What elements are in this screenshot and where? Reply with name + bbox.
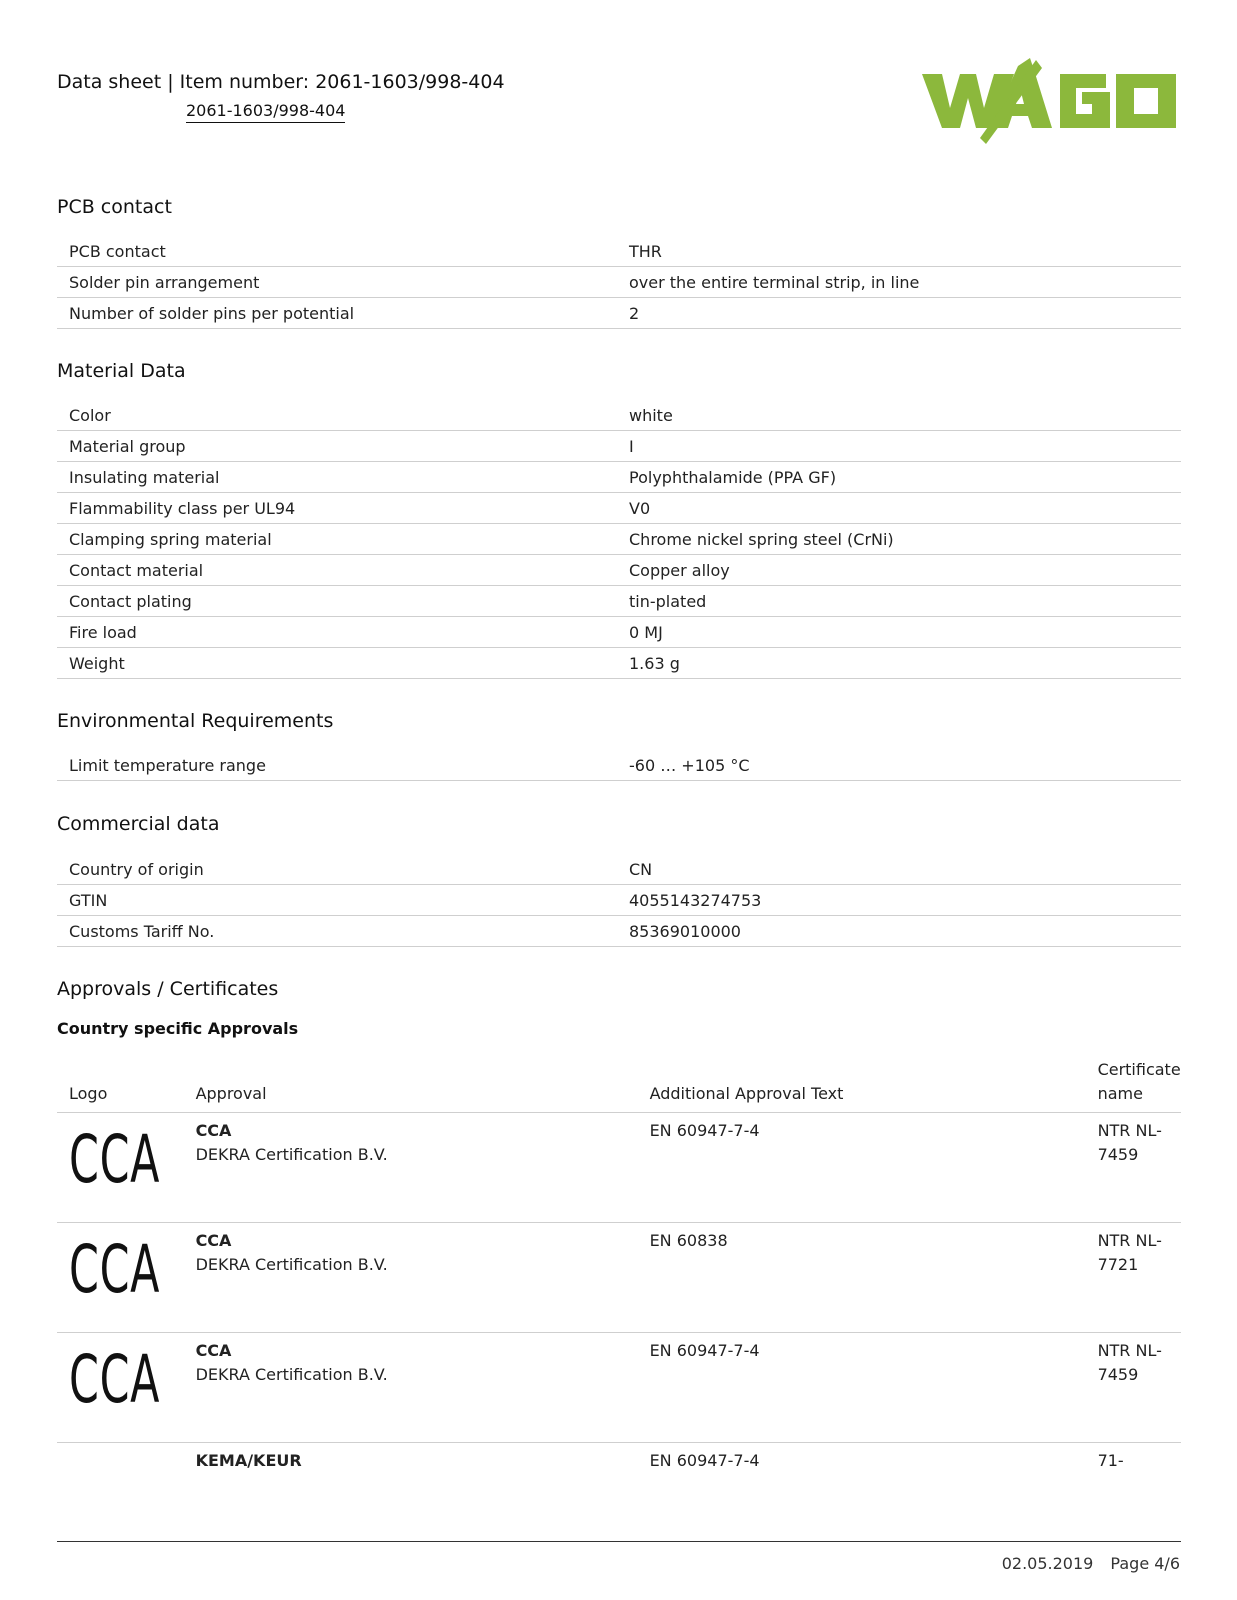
approval-name: KEMA/KEUR (195, 1451, 302, 1470)
row-value: THR (617, 236, 1181, 267)
certificate-name: 71- (1097, 1451, 1124, 1470)
logo-cell-empty (57, 1443, 196, 1490)
row-label: Limit temperature range (57, 750, 617, 781)
table-row (57, 1223, 1181, 1333)
section-title-approvals: Approvals / Certificates (57, 978, 279, 1000)
table-header-row (57, 1058, 1181, 1113)
material-data-table (57, 400, 1181, 679)
section-title-pcb-contact: PCB contact (57, 196, 172, 218)
table-row (57, 431, 1181, 462)
row-value: white (617, 400, 1181, 431)
cca-logo: CCA (57, 1333, 196, 1443)
row-value: 2 (617, 298, 1181, 329)
table-row (57, 1113, 1181, 1223)
section-title-material-data: Material Data (57, 360, 186, 382)
row-value: -60 … +105 °C (617, 750, 1181, 781)
row-value: Chrome nickel spring steel (CrNi) (617, 524, 1181, 555)
approval-name: CCA (195, 1341, 232, 1360)
row-label: Country of origin (57, 854, 617, 885)
certificate-name: NTR NL-7721 (1098, 1223, 1181, 1333)
approval-cell (196, 1223, 650, 1333)
row-label: Contact plating (57, 586, 617, 617)
row-label: PCB contact (57, 236, 617, 267)
header-certificate-name: Certificate name (1098, 1058, 1181, 1113)
table-row (57, 493, 1181, 524)
table-row (57, 236, 1181, 267)
commercial-data-table (57, 854, 1181, 947)
row-value: 4055143274753 (617, 885, 1181, 916)
row-label: Solder pin arrangement (57, 267, 617, 298)
approval-cell (196, 1443, 650, 1490)
header-additional-text: Additional Approval Text (650, 1058, 1098, 1113)
approvals-table (57, 1058, 1181, 1489)
table-row (57, 1333, 1181, 1443)
approval-text: EN 60947-7-4 (649, 1451, 760, 1470)
row-value: I (617, 431, 1181, 462)
table-row (57, 617, 1181, 648)
document-title: Data sheet | Item number: 2061-1603/998-404 (57, 71, 505, 93)
row-value: 1.63 g (617, 648, 1181, 679)
approval-name: CCA (195, 1121, 232, 1140)
row-label: Contact material (57, 555, 617, 586)
row-value: V0 (617, 493, 1181, 524)
header-approval: Approval (196, 1058, 650, 1113)
table-row (57, 916, 1181, 947)
approval-text: EN 60947-7-4 (650, 1113, 1098, 1223)
cca-logo: CCA (57, 1223, 196, 1333)
row-value: CN (617, 854, 1181, 885)
certificate-name: NTR NL-7459 (1098, 1113, 1181, 1223)
row-value: Copper alloy (617, 555, 1181, 586)
row-value: Polyphthalamide (PPA GF) (617, 462, 1181, 493)
section-title-commercial-data: Commercial data (57, 813, 220, 835)
section-title-environmental-requirements: Environmental Requirements (57, 710, 334, 732)
row-label: Flammability class per UL94 (57, 493, 617, 524)
approval-org: DEKRA Certification B.V. (195, 1255, 388, 1274)
footer-date: 02.05.2019 (1001, 1554, 1094, 1573)
approval-text: EN 60947-7-4 (650, 1333, 1098, 1443)
approval-cell (196, 1333, 650, 1443)
row-label: Fire load (57, 617, 617, 648)
footer (990, 1554, 1180, 1573)
table-row (57, 648, 1181, 679)
row-label: Clamping spring material (57, 524, 617, 555)
row-value: 85369010000 (617, 916, 1181, 947)
footer-divider (57, 1541, 1181, 1542)
row-value: tin-plated (617, 586, 1181, 617)
table-row (57, 750, 1181, 781)
footer-page-number: Page 4/6 (1110, 1554, 1180, 1573)
row-value: over the entire terminal strip, in line (617, 267, 1181, 298)
subtitle-country-specific-approvals: Country specific Approvals (57, 1019, 299, 1038)
row-label: Color (57, 400, 617, 431)
table-row (57, 298, 1181, 329)
row-value: 0 MJ (617, 617, 1181, 648)
wago-logo (920, 58, 1180, 144)
approval-text: EN 60838 (650, 1223, 1098, 1333)
table-row (57, 586, 1181, 617)
approval-org: DEKRA Certification B.V. (195, 1145, 388, 1164)
environmental-table (57, 750, 1181, 781)
row-label: Insulating material (57, 462, 617, 493)
row-label: Weight (57, 648, 617, 679)
item-number-link[interactable]: 2061-1603/998-404 (186, 101, 345, 123)
row-label: Material group (57, 431, 617, 462)
table-row (57, 400, 1181, 431)
header-logo: Logo (57, 1058, 196, 1113)
approval-cell (196, 1113, 650, 1223)
row-label: Number of solder pins per potential (57, 298, 617, 329)
table-row (57, 555, 1181, 586)
certificate-name: NTR NL-7459 (1098, 1333, 1181, 1443)
approval-name: CCA (195, 1231, 232, 1250)
table-row (57, 854, 1181, 885)
table-row (57, 1443, 1181, 1490)
approval-org: DEKRA Certification B.V. (195, 1365, 388, 1384)
row-label: GTIN (57, 885, 617, 916)
cca-logo: CCA (57, 1113, 196, 1223)
table-row (57, 267, 1181, 298)
pcb-contact-table (57, 236, 1181, 329)
table-row (57, 524, 1181, 555)
row-label: Customs Tariff No. (57, 916, 617, 947)
table-row (57, 462, 1181, 493)
table-row (57, 885, 1181, 916)
